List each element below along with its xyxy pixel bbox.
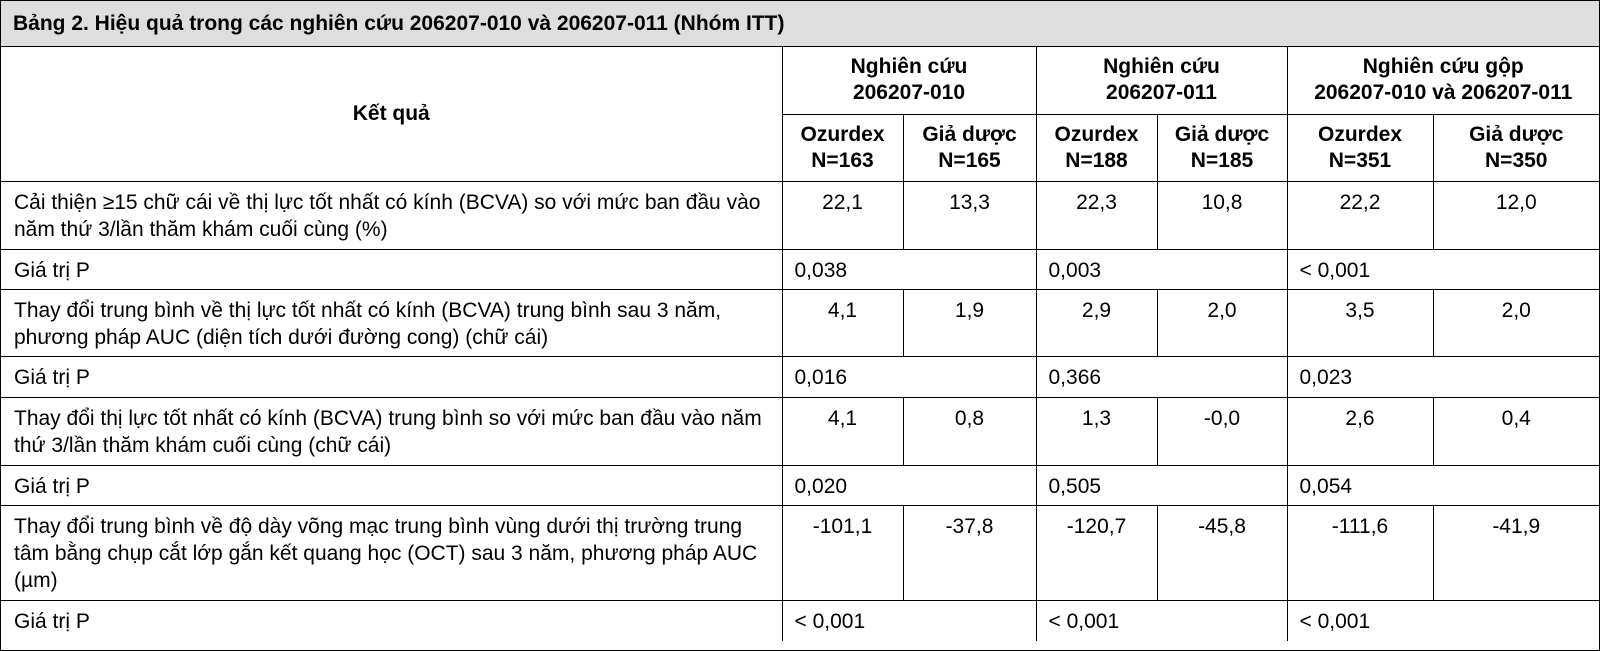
- group-header-line1: Nghiên cứu gộp: [1362, 55, 1524, 79]
- group-header-line2: 206207-010: [852, 81, 966, 105]
- value-cell: 3,5: [1287, 289, 1433, 356]
- value-cell: 2,0: [1433, 289, 1599, 356]
- row-label: Thay đổi trung bình về thị lực tốt nhất có kính (BCVA) trung bình sau 3 năm, phương pháp AUC (diện tích dưới đường cong) (chữ cái): [1, 289, 782, 356]
- row-label: Giá trị P: [1, 465, 782, 505]
- header-row-groups: [1, 47, 1599, 114]
- value-cell: -111,6: [1287, 505, 1433, 600]
- arm-header: [1287, 114, 1433, 181]
- p-value-cell: 0,020: [782, 465, 1036, 505]
- group-header-line1: Nghiên cứu: [850, 55, 968, 79]
- value-cell: 4,1: [782, 289, 903, 356]
- value-cell: -45,8: [1157, 505, 1287, 600]
- p-value-cell: < 0,001: [782, 600, 1036, 641]
- p-value-cell: < 0,001: [1287, 249, 1599, 289]
- table-title: Bảng 2. Hiệu quả trong các nghiên cứu 206207-010 và 206207-011 (Nhóm ITT): [1, 1, 1599, 47]
- row-label: Giá trị P: [1, 356, 782, 397]
- value-cell: 12,0: [1433, 181, 1599, 249]
- value-cell: -0,0: [1157, 397, 1287, 465]
- group-header-study-010: [782, 47, 1036, 114]
- group-header-study-011: [1036, 47, 1287, 114]
- value-cell: 22,1: [782, 181, 903, 249]
- p-value-cell: 0,038: [782, 249, 1036, 289]
- arm-name: Giả dược: [1469, 122, 1564, 146]
- value-cell: 2,6: [1287, 397, 1433, 465]
- p-value-cell: 0,023: [1287, 356, 1599, 397]
- arm-n: N=350: [1485, 148, 1548, 172]
- arm-name: Ozurdex: [1317, 122, 1403, 146]
- table-row: [1, 505, 1599, 600]
- arm-header: [1157, 114, 1287, 181]
- value-cell: 1,3: [1036, 397, 1157, 465]
- table-row: [1, 289, 1599, 356]
- p-value-row: [1, 249, 1599, 289]
- efficacy-table: [1, 47, 1599, 641]
- arm-name: Ozurdex: [1054, 122, 1139, 146]
- arm-name: Giả dược: [922, 122, 1017, 146]
- arm-name: Giả dược: [1174, 122, 1270, 146]
- table-row: [1, 181, 1599, 249]
- group-header-line2: 206207-010 và 206207-011: [1314, 81, 1573, 105]
- arm-header: [903, 114, 1036, 181]
- value-cell: -37,8: [903, 505, 1036, 600]
- p-value-cell: 0,054: [1287, 465, 1599, 505]
- p-value-row: [1, 356, 1599, 397]
- value-cell: -120,7: [1036, 505, 1157, 600]
- value-cell: 2,9: [1036, 289, 1157, 356]
- value-cell: 0,8: [903, 397, 1036, 465]
- arm-n: N=163: [811, 148, 874, 172]
- row-label: Giá trị P: [1, 249, 782, 289]
- arm-header: [1036, 114, 1157, 181]
- arm-n: N=351: [1328, 148, 1392, 172]
- value-cell: 4,1: [782, 397, 903, 465]
- row-label: Giá trị P: [1, 600, 782, 641]
- p-value-row: [1, 465, 1599, 505]
- value-cell: 10,8: [1157, 181, 1287, 249]
- p-value-cell: < 0,001: [1287, 600, 1599, 641]
- value-cell: 2,0: [1157, 289, 1287, 356]
- arm-n: N=165: [938, 148, 1001, 172]
- arm-n: N=188: [1065, 148, 1128, 172]
- table-row: [1, 397, 1599, 465]
- value-cell: -101,1: [782, 505, 903, 600]
- arm-n: N=185: [1190, 148, 1254, 172]
- p-value-cell: 0,505: [1036, 465, 1287, 505]
- p-value-cell: 0,366: [1036, 356, 1287, 397]
- row-label: Thay đổi thị lực tốt nhất có kính (BCVA) trung bình so với mức ban đầu vào năm thứ 3/lần thăm khám cuối cùng (chữ cái): [1, 397, 782, 465]
- value-cell: 0,4: [1433, 397, 1599, 465]
- result-column-header: Kết quả: [1, 47, 782, 181]
- group-header-line1: Nghiên cứu: [1103, 55, 1220, 79]
- value-cell: -41,9: [1433, 505, 1599, 600]
- group-header-line2: 206207-011: [1106, 81, 1217, 105]
- value-cell: 22,2: [1287, 181, 1433, 249]
- group-header-pooled: [1287, 47, 1599, 114]
- value-cell: 22,3: [1036, 181, 1157, 249]
- p-value-cell: 0,003: [1036, 249, 1287, 289]
- value-cell: 13,3: [903, 181, 1036, 249]
- p-value-cell: 0,016: [782, 356, 1036, 397]
- arm-header: [1433, 114, 1599, 181]
- p-value-cell: < 0,001: [1036, 600, 1287, 641]
- arm-name: Ozurdex: [800, 122, 885, 146]
- row-label: Thay đổi trung bình về độ dày võng mạc trung bình vùng dưới thị trường trung tâm bằng chụp cắt lớp gắn kết quang học (OCT) sau 3 năm, phương pháp AUC (µm): [1, 505, 782, 600]
- p-value-row: [1, 600, 1599, 641]
- row-label: Cải thiện ≥15 chữ cái về thị lực tốt nhất có kính (BCVA) so với mức ban đầu vào năm thứ 3/lần thăm khám cuối cùng (%): [1, 181, 782, 249]
- arm-header: [782, 114, 903, 181]
- value-cell: 1,9: [903, 289, 1036, 356]
